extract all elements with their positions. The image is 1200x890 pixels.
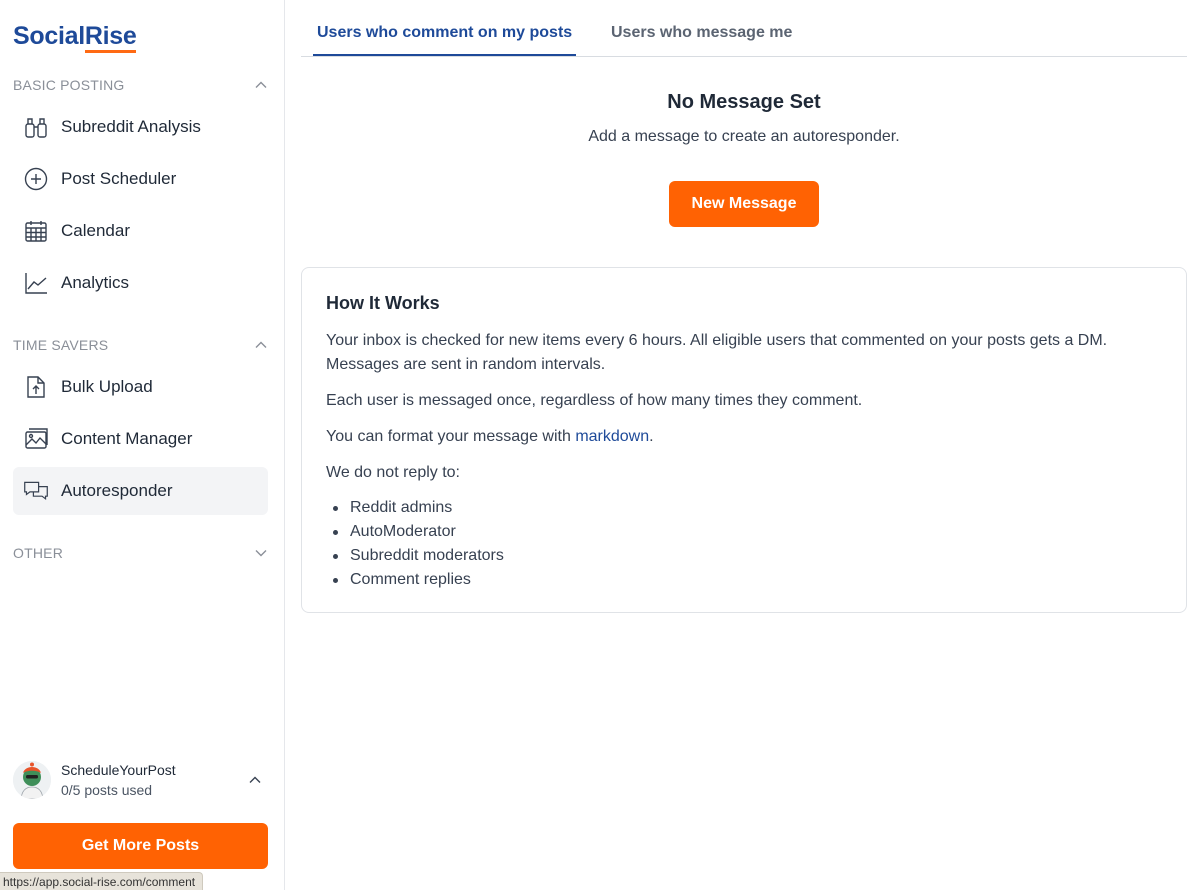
line-chart-icon (23, 270, 49, 296)
empty-state-subtitle: Add a message to create an autoresponder. (588, 128, 900, 145)
list-item: Comment replies (350, 568, 504, 592)
sidebar-item-analytics[interactable] (13, 259, 268, 307)
chevron-down-icon (254, 546, 268, 560)
sidebar-item-subreddit-analysis[interactable] (13, 103, 268, 151)
section-other[interactable] (13, 543, 268, 563)
sidebar-item-label: Post Scheduler (61, 169, 177, 188)
how-it-works-paragraph-2: Each user is messaged once, regardless of how many times they comment. (326, 392, 863, 409)
list-item: Subreddit moderators (350, 544, 504, 568)
sidebar-item-label: Analytics (61, 273, 130, 292)
logo[interactable] (13, 20, 136, 52)
plus-circle-icon (23, 166, 49, 192)
sidebar-item-label: Autoresponder (61, 481, 173, 500)
chat-bubbles-icon (23, 478, 49, 504)
section-basic-posting[interactable] (13, 75, 268, 95)
excluded-users-list (350, 496, 504, 592)
empty-state-title: No Message Set (667, 91, 821, 113)
file-upload-icon (23, 374, 49, 400)
avatar (13, 761, 51, 799)
sidebar-item-label: Content Manager (61, 429, 193, 448)
sidebar-item-content-manager[interactable] (13, 415, 268, 463)
section-title: BASIC POSTING (13, 77, 125, 93)
sidebar-item-post-scheduler[interactable] (13, 155, 268, 203)
images-icon (23, 426, 49, 452)
user-name: ScheduleYourPost (61, 762, 176, 778)
logo-text-rise: Rise (85, 22, 137, 53)
how-it-works-title: How It Works (326, 293, 440, 313)
how-it-works-paragraph-1: Your inbox is checked for new items every 6 hours. All eligible users that commented on your posts gets a DM. Messages are sent in random intervals. (326, 332, 1108, 373)
section-title: OTHER (13, 545, 63, 561)
tab-users-who-message[interactable]: Users who message me (611, 24, 793, 41)
section-time-savers[interactable] (13, 335, 268, 355)
sidebar-item-bulk-upload[interactable] (13, 363, 268, 411)
user-account-menu[interactable] (13, 758, 268, 802)
markdown-link[interactable]: markdown (575, 428, 650, 445)
list-item: AutoModerator (350, 520, 504, 544)
section-title: TIME SAVERS (13, 337, 109, 353)
calendar-icon (23, 218, 49, 244)
sidebar-item-calendar[interactable] (13, 207, 268, 255)
paragraph-text: You can format your message with (326, 428, 576, 445)
new-message-button[interactable]: New Message (669, 181, 819, 227)
sidebar-item-autoresponder[interactable] (13, 467, 268, 515)
chevron-up-icon (254, 78, 268, 92)
how-it-works-paragraph-3 (326, 425, 1166, 449)
how-it-works-card (301, 267, 1187, 613)
posts-usage: 0/5 posts used (61, 782, 153, 798)
how-it-works-paragraph-4: We do not reply to: (326, 464, 460, 481)
status-bar-url: https://app.social-rise.com/comment (0, 872, 203, 890)
tab-users-who-comment[interactable]: Users who comment on my posts (313, 24, 576, 56)
sidebar (0, 0, 285, 890)
get-more-posts-button[interactable]: Get More Posts (13, 823, 268, 869)
sidebar-item-label: Subreddit Analysis (61, 117, 201, 136)
sidebar-item-label: Calendar (61, 221, 130, 240)
chevron-up-icon (248, 773, 262, 787)
paragraph-text: . (649, 428, 654, 445)
sidebar-item-label: Bulk Upload (61, 377, 153, 396)
binoculars-icon (23, 114, 49, 140)
tab-bar (301, 0, 1187, 57)
chevron-up-icon (254, 338, 268, 352)
logo-text-social: Social (13, 22, 85, 50)
list-item: Reddit admins (350, 496, 504, 520)
